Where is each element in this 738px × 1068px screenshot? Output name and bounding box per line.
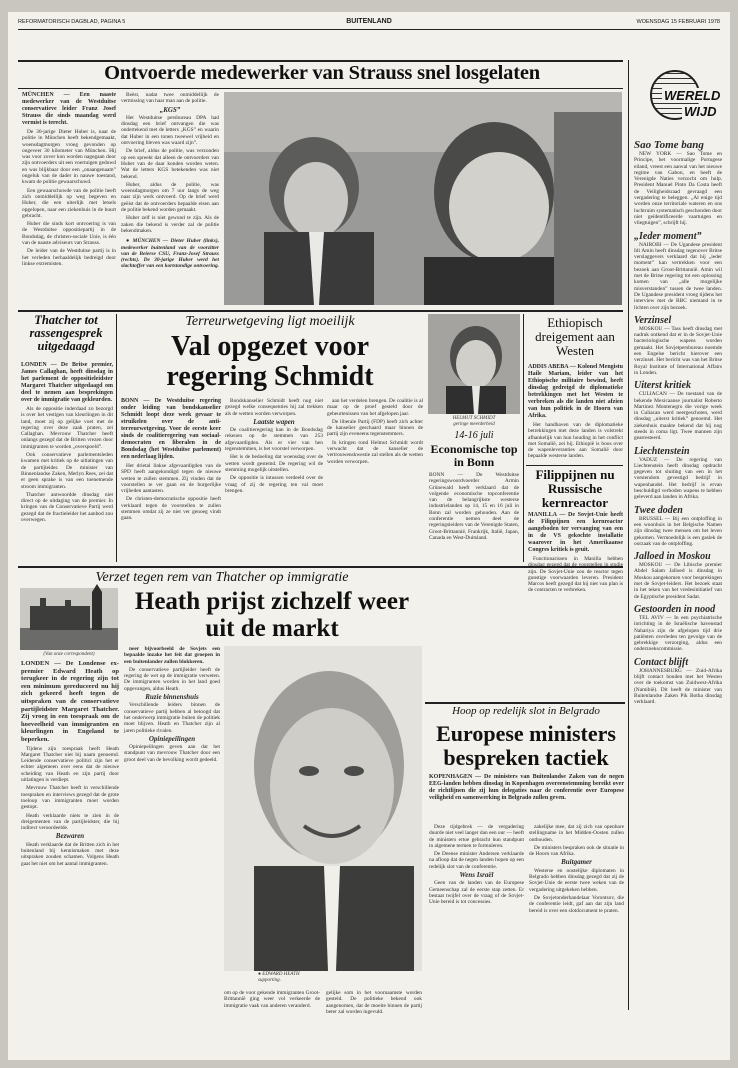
belgrado-column-1	[429, 824, 524, 1052]
strauss-huber-photo	[224, 92, 622, 305]
belgrado-paragraph: De ministers bespraken ook de situatie in de Hoorn van Afrika.	[529, 844, 624, 858]
belgrado-lead: KOPENHAGEN — De ministers van Buitenlandse Zaken van de negen EEG-landen hebben dinsdag in Kopenhagen overeenstemming bereikt over de richtlijnen die zij hun delegaties naar de conferentie over Europese veiligheid en samenwerking in Belgrado zullen geven.	[429, 774, 624, 801]
schmidt-paragraph: In kringen rond Helmut Schmidt wordt verwacht dat de kanselier de vertrouwenskwestie zal stellen als de wetten worden verworpen.	[327, 439, 423, 465]
wereld-item-title: „Ieder moment”	[634, 230, 702, 242]
strauss-paragraph: Beëst, nadat twee onmiddellijk de vermissing van haar man aan de politie.	[121, 92, 219, 105]
wereld-item-title: Liechtenstein	[634, 445, 690, 457]
belgrado-paragraph: zakelijke mee, dat zij zich van openbare stellingname in het Midden-Oosten zullen onthouden.	[529, 824, 624, 843]
schmidt-lead: BONN — De Westduitse regering onder leiding van bondskanselier Schmidt loopt deze week gevaar te struikelen over de anti-terreurwetgeving. Voor de eerste keer sinds de coalitieregering van sociaal-democraten en liberalen in de Bondsdag (het Westduitse parlement) een nederlaag lijden.	[121, 398, 221, 460]
strauss-column-2	[121, 92, 219, 302]
belgrado-paragraph: De Sovjetonderhandelaar Vorontsov, die de conferentie leidt, gaf aan dat zijn land bereid is over een slotdocument te praten.	[529, 894, 624, 914]
schmidt-subheading: Laatste wapen	[253, 417, 295, 426]
thatcher-gesprek-paragraph: Ook conservatieve parlementsleden kwamen met kritiek op de uitlatingen van de partijleider. De minister van Binnenlandse Zaken, Merlyn Rees, zei dat er geen sprake is van een toenemende stroom immigranten.	[21, 452, 113, 490]
ethiopie-lead: ADDIS ABEBA — Kolonel Mengistu Haile Mariam, leider van het Ethiopische militaire bewind, heeft dinsdag gedreigd de diplomatieke betrekkingen met het Westen te verbreken als die landen niet afzien van hun politiek in de Hoorn van Afrika.	[528, 364, 623, 419]
wereld-item-text: VADUZ — De regering van Liechtenstein heeft dinsdag opdracht gegeven tot sluiting van een in het vorstendom gevestigd bedrijf in wapenhandel. Het bedrijf is ervan beschuldigd verboden wapens te hebben geleverd aan landen in Afrika.	[634, 456, 722, 501]
econ-body: BONN — De Westduitse regeringswoordvoerder Armin Grünewald heeft verklaard dat de volgende economische topconferentie van de belangrijkste westerse industrielanden op 14, 15 en 16 juli in Bonn zal worden gehouden. Aan de conferentie nemen deel de regeringsleiders van de Verenigde Staten, Groot-Brittannië, Frankrijk, Italië, Japan, Canada en West-Duitsland.	[429, 472, 519, 541]
thatcher-gesprek-lead: LONDEN — De Britse premier, James Callaghan, heeft dinsdag in het parlement de oppositieleidster Margaret Thatcher uitgedaagd om deel te nemen aan besprekingen over de immigratie van gekleurden.	[21, 362, 113, 403]
belgrado-paragraph: Westerse en oostelijke diplomaten in Belgrado hebben dinsdag gezegd dat zij de Sovjet-Unie de eerste twee weken van de vergadering uitgekeken hebben.	[529, 867, 624, 893]
wereld-item-title: Contact blijft	[634, 656, 689, 668]
heath-paragraph: Opiniepeilingen geven aan dat het standpunt van mevrouw Thatcher door een groot deel van de bevolking wordt gedeeld.	[124, 744, 220, 763]
belgrado-lead-block	[429, 774, 624, 824]
belgrado-paragraph: Geen van de landen van de Europese Gemeenschap zal de eerste stap zetten. Er bestaat twijfel over de vraag of de Sovjet-Unie bereid is tot concessies.	[429, 880, 524, 906]
strauss-headline: Ontvoerde medewerker van Strauss snel losgelaten	[104, 62, 540, 84]
schmidt-column-1	[121, 398, 221, 561]
schmidt-paragraph: Het drietal linkse afgevaardigden van de SPD heeft aangekondigd tegen de nieuwe wetten te zullen stemmen. Zij vinden dat de voorstellen te ver gaan en de burgerlijke vrijheden aantasten.	[121, 463, 221, 495]
heath-photo-caption: ● EDWARD HEATH supporting.	[258, 972, 300, 983]
helmut-schmidt-photo	[428, 314, 520, 414]
thatcher-gesprek-paragraph: Thatcher antwoordde dinsdag niet direct op de uitdaging van de premier. In kringen van de Conservatieve Partij werd gezegd dat de fractieleider het aanbod zou overwegen.	[21, 491, 113, 524]
strauss-paragraph: De brief, aldus de politie, was verzonden op een spreekt dat alleen de ontvoerders van Huber van de daar konden worden weten. Wat de letters KGS betekenden was niet bekend.	[121, 148, 219, 180]
heath-paragraph: Tijdens zijn toespraak heeft Heath Margaret Thatcher niet bij naam genoemd. Leidende conservatieve politici zijn het er echter algemeen over eens dat de nieuwe scheiding van Heath en zijn partij door uitlatingen is verdiept.	[21, 745, 119, 784]
wereld-item-text: JOHANNESBURG — Zuid-Afrika blijft contact houden met het Westen over de toekomst van Zuidwest-Afrika (Namibië). Dit heeft de minister van Buitenlandse Zaken Pik Botha dinsdag verklaard.	[634, 667, 722, 706]
strauss-paragraph: Een gewaarschuwde van de politie heeft zich onmiddellijk op weg begeven en Huber, die een uiterlijk met letsels opgelopen, naar een ziekenhuis in de buurt gebracht.	[22, 187, 116, 219]
masthead-rule	[18, 29, 720, 30]
wereld-item-text: CULIACAN — De toestand van de bekende Mexicaanse journalist Roberto Martinez Montenegro die vorige week in Culiacan werd neergeschoten, werd dinsdag „uiterst kritiek” genoemd. Het ziekenhuis maakte bekend dat hij nog steeds in coma ligt. Twee mannen zijn gearresteerd.	[634, 391, 722, 442]
belgrado-paragraph: Deze tijdgebrek — de vergadering duurde niet veel langer dan een uur — heeft de ministers ertoe gebracht hun standpunt in algemene termen te formuleren.	[429, 824, 524, 849]
wereld-logo-word-1: WERELD	[664, 88, 721, 103]
heath-column-3: om op de voor gekende immigranten Groot-Brittannië ging weer vol verkeerde de immigratie vaak van anderen veranderd.	[224, 990, 320, 1009]
edward-heath-photo	[224, 646, 422, 971]
schmidt-paragraph: De christen-democratische oppositie heeft verklaard tegen de voorstellen te zullen stemmen omdat zij ze niet ver genoeg vindt gaan.	[121, 496, 221, 522]
wereld-item-text: TEL AVIV — In een psychiatrische inrichting in de Israëlische havenstad Nahariya zijn de afgelopen tijd drie patiënten overleden ten gevolge van de gebrekkige verzorging, aldus een onderzoekscommissie.	[634, 614, 722, 653]
belgrado-paragraph: De Deense minister Andersen verklaarde na afloop dat de negen landen hopen op een redelijk slot van de conferentie.	[429, 851, 524, 870]
strauss-subheading: „KGS”	[159, 105, 181, 114]
heath-paragraph: Heath verklaarde niets te zien in de dreigementen van de partijleidster, die hij indirect veroordeelde.	[21, 812, 119, 832]
schmidt-paragraph: Bondskanselier Schmidt heeft nog niet gezegd welke consequenties hij zal trekken als de wetten worden verworpen.	[225, 398, 323, 417]
schmidt-paragraph: De oppositie is intussen verdeeld over de vraag of zij de regering ten val moet brengen.	[225, 475, 323, 494]
heath-subheading: Ruzie binnenshuis	[145, 693, 199, 702]
wereld-divider	[628, 60, 629, 1010]
belgrado-subheading: Wens Israël	[459, 871, 494, 880]
heath-paragraph: neer bijvoorbeeld de Sovjets een bepaalde inzake het feit dat groepen in een buitenlander zullen blokkeren.	[124, 646, 220, 665]
heath-paragraph: Heath verklaarde dat de Britten zich in het buitenland bij kennismaken met deze uitspraken zouden schamen. Volgens Heath gaat het niet om het aantal immigranten.	[21, 841, 119, 867]
wereld-item-text: BRUSSEL — Bij een ontploffing in een woonhuis in het Belgische Namen zijn dinsdag twee mensen om het leven gekomen. Vermoedelijk is een gaslek de oorzaak van de ontploffing.	[634, 515, 722, 547]
thatcher-gesprek-body	[21, 362, 113, 562]
heath-correspondent: (Van onze correspondent)	[43, 652, 95, 657]
column-divider	[116, 314, 117, 562]
econ-headline: Economische top in Bonn	[430, 442, 518, 469]
wereld-item-text: MOSKOU — Tass heeft dinsdag met nadruk ontkend dat er in de Sovjet-Unie bacteriologische wapens worden gemaakt. Het Sovjetpersbureau noemde een Engelse bericht hierover een verzinsel. Het bericht was van het Britse Royal Institute of International Affairs in Londen.	[634, 325, 722, 376]
wereld-wijd-logo	[636, 68, 722, 136]
ethiopie-headline: Ethiopisch dreigement aan Westen	[535, 315, 615, 358]
filippijnen-body	[528, 512, 623, 594]
wereld-item-text: NEW YORK — Sao Tome en Principe, het voormalige Portugese eiland, vreest een aanval van het nieuwe regime van Gabon, en heeft de Verenigde Naties verzocht om hulp. President Manuel Pinto Da Costa heeft de Veiligheidsraad gevraagd een vergadering te beleggen. „Al enige tijd worden onze territoriale wateren en ons luchtruim systematisch geschonden door niet geïdentificeerde vaartuigen en vliegtuigen”, schrijft hij.	[634, 151, 722, 227]
heath-subheading: Opiniepeilingen	[148, 734, 196, 743]
filippijnen-paragraph: Functionarissen in Manilla hebben zijn. De Sovjet-Unie zou de reactor tegen gunstige voorwaarden leveren. President Marcos heeft gezegd dat hij niet van plan is de contracten te verbreken.	[528, 556, 623, 594]
econ-kicker: 14-16 juli	[454, 430, 494, 441]
strauss-paragraph: Huber die sinds kort ontvoering is van de Westduitse oppositiepartij in de Bondsdag, de christen-sociale Unie, is één van de naaste adviseurs van Strauss.	[22, 221, 116, 247]
section-rule	[18, 310, 623, 312]
heath-kicker: Verzet tegen rem van Thatcher op immigratie	[95, 570, 349, 585]
schmidt-paragraph: Het is de bedoeling dat woensdag over de wetten wordt gestemd. De regering wil de stemming mogelijk uitstellen.	[225, 454, 323, 473]
section-rule	[18, 566, 623, 568]
schmidt-kicker: Terreurwetgeving ligt moeilijk	[185, 314, 355, 329]
ethiopie-paragraph: Het handhaven van de diplomatieke betrekkingen met deze landen is volstrekt afhankelijk van hun houding in het conflict met Somalië, zei hij. Ethiopië is boos over de wapenleveranties aan Somalië door bepaalde westerse landen.	[528, 422, 623, 460]
strauss-column-1	[22, 92, 116, 307]
thatcher-gesprek-paragraph: Als de oppositie inderdaad zo bezorgd is over het vestigen van kleurlingen in dit land, moet zij op gelijke voet met de regering over deze zaak praten, zei Callaghan. Mevrouw Thatcher heeft onlangs gezegd dat de Britten vrezen door immigranten te worden „overspoeld”.	[21, 406, 113, 450]
wereld-item-text: NAIROBI — De Ugandese president Idi Amin heeft dinsdag tegenover Britse verslaggevers verklaard dat hij „ieder moment” kan vertrekken voor een bezoek aan Groot-Brittannië. Amin wil met de Britse regering tot een oplossing komen van „alle mogelijke misverstanden” tussen de twee landen. De Ugandese president vroeg tijdens het interview met de BBC niemand in te lichten over zijn bezoek.	[634, 241, 722, 311]
strauss-paragraph: Het Westduitse persbureau DPA had dinsdag een brief ontvangen die was ondertekend met de letters „KGS” en waarin dat Huber in een tonen tweewel vrijheid en ontvoering bleven was waard zijn”.	[121, 114, 219, 147]
strauss-lead: MÜNCHEN — Een naaste medewerker van de Westduitse conservatieve leider Franz Josef Strauss die sinds maandag werd vermist is terecht.	[22, 92, 116, 126]
filippijnen-headline: Filippijnen nu Russische kernreactor	[535, 467, 615, 510]
strauss-paragraph: Huber zelf is niet gewond te zijn. Als de zaken die bekend is verder zal de politie bekendmaken.	[121, 215, 219, 234]
masthead-left: REFORMATORISCH DAGBLAD, PAGINA 5	[18, 19, 126, 25]
ethiopie-body	[528, 364, 623, 464]
wereld-logo-word-2: WIJD	[684, 104, 717, 119]
schmidt-photo-caption: HELMUT SCHMIDT geringe meerderheid	[452, 416, 496, 427]
heath-column-2	[124, 646, 220, 1052]
wereld-item-title: Uiterst kritiek	[634, 380, 691, 392]
schmidt-column-3	[327, 398, 423, 561]
heath-column-4: gelijke som in het voornaamste worden gesteld. De politieke bekend ook aangenomen, dat de moeite binnen de partij beter zal worden ingevuld.	[326, 990, 422, 1015]
schmidt-paragraph: De liberale Partij (FDP) heeft zich achter de kanselier geschaard maar binnen de partij zijn eveneens tegenstemmers.	[327, 418, 423, 438]
strauss-paragraph: Huber, aldus de politie, was woensdagmorgen om 7 uur langs de weg naar zijn werk ontvoerd. Op de brief werd geëist dat de ontvoerders bepaalde eisen aan de politie bekend worden gemaakt.	[121, 181, 219, 214]
masthead-date: WOENSDAG 15 FEBRUARI 1978	[636, 19, 720, 25]
belgrado-headline: Europese ministers bespreken tactiek	[436, 721, 616, 770]
column-divider	[523, 314, 524, 562]
strauss-paragraph: De leider van de Westduitse partij is in het verleden herhaaldelijk bedreigd door linkse extremisten.	[22, 248, 116, 267]
masthead	[18, 18, 720, 28]
wereld-item-title: Sao Tome bang	[634, 139, 704, 151]
wereld-item-title: Twee doden	[634, 504, 683, 516]
schmidt-paragraph: aan het verdelen brengen. De coalitie is al maar op de proef gesteld door de gebeurtenissen van het afgelopen jaar.	[327, 398, 423, 417]
wereld-item-title: Gestoorden in nood	[634, 603, 716, 615]
wereld-item-title: Jalloed in Moskou	[634, 551, 711, 563]
heath-paragraph: Mevrouw Thatcher heeft in verschillende toespraken en interviews gezegd dat de grote toeloop van immigranten moet worden gestopt.	[21, 785, 119, 811]
newspaper-page	[8, 12, 730, 1060]
wereld-item-title: Verzinsel	[634, 314, 672, 326]
schmidt-paragraph: De coalitieregering kan in de Bondsdag rekenen op de stemmen van 253 afgevaardigden. Als er vier van hen tegenstemmen, is het voorstel verworpen.	[225, 427, 323, 453]
belgrado-kicker: Hoop op redelijk slot in Belgrado	[452, 705, 600, 717]
belgrado-subheading: Buitgamer	[561, 858, 592, 867]
heath-paragraph: Verschillende leiders binnen de conservatieve partij hebben al betoogd dat het onderwerp immigratie buiten de politiek moet blijven. Heath en Thatcher zijn al jaren politieke rivalen.	[124, 702, 220, 734]
schmidt-headline: Val opgezet voor regering Schmidt	[166, 331, 374, 392]
strauss-photo-caption: ● MÜNCHEN — Dieter Huber (links), medewerker buitenland van de voorzitter van de Beierse CSU, Franz-Josef Strauss (rechts). De 30-jarige Huber werd het slachtoffer van een kortstondige ontvoering.	[121, 238, 219, 270]
thatcher-gesprek-headline: Thatcher tot rassengesprek uitgedaagd	[29, 313, 103, 353]
heath-paragraph: De conservatieve partijleider heeft de regering de wet op de immigratie verweten. De immigranten worden in het land goed opgevangen, aldus Heath.	[124, 666, 220, 692]
strauss-paragraph: De 30-jarige Dieter Huber is, naar de politie in München heeft bekendgemaakt, woensdagmorgen vroeg gevonden op ongeveer 30 kilometer van München. Hij was voor zover kon worden nagegaan door zijn ontvoerders uit een voertuigen geduwd en was blijkbaar door een „onaangenaam” ongeluk van de dader in nauwe toestand, kwam de politie gewaarschuwd.	[22, 129, 116, 186]
heath-lead: LONDEN — De Londense ex-premier Edward Heath op terugkeer in de regering zijn tot een minimum gereduceerd nu hij zich gekeerd heeft tegen de uitspraken van de conservatieve partijleidster Margaret Thatcher. Zij vroeg in een toespraak om de hoeveelheid van immigranten en kleurlingen in Engeland te beperken.	[21, 660, 119, 743]
heath-column-1	[21, 660, 119, 1052]
filippijnen-lead: MANILLA — De Sovjet-Unie heeft de Filippijnen een kernreactor aangeboden ter vervanging van een in de VS gekochte installatie waarover in het Amerikaanse Congres kritiek is geuit.	[528, 512, 623, 553]
wereld-item-text: MOSKOU — De Libische premier Abdel Salam Jalloed is dinsdag in Moskou aangekomen voor besprekingen met de Sovjet-leiders. Het bezoek staat in het teken van het vredesinitiatief van de Egyptische president Sadat.	[634, 562, 722, 600]
strauss-headline-rule	[18, 88, 623, 89]
masthead-section: BUITENLAND	[346, 18, 392, 25]
section-rule	[526, 465, 623, 466]
belgrado-column-2	[529, 824, 624, 1052]
section-rule	[425, 702, 625, 704]
schmidt-column-2	[225, 398, 323, 561]
heath-subheading: Bezwaren	[55, 832, 85, 841]
heath-headline: Heath prijst zichzelf weer uit de markt	[134, 588, 410, 642]
wereld-wijd-column	[634, 140, 722, 1052]
london-parliament-photo	[20, 588, 118, 650]
